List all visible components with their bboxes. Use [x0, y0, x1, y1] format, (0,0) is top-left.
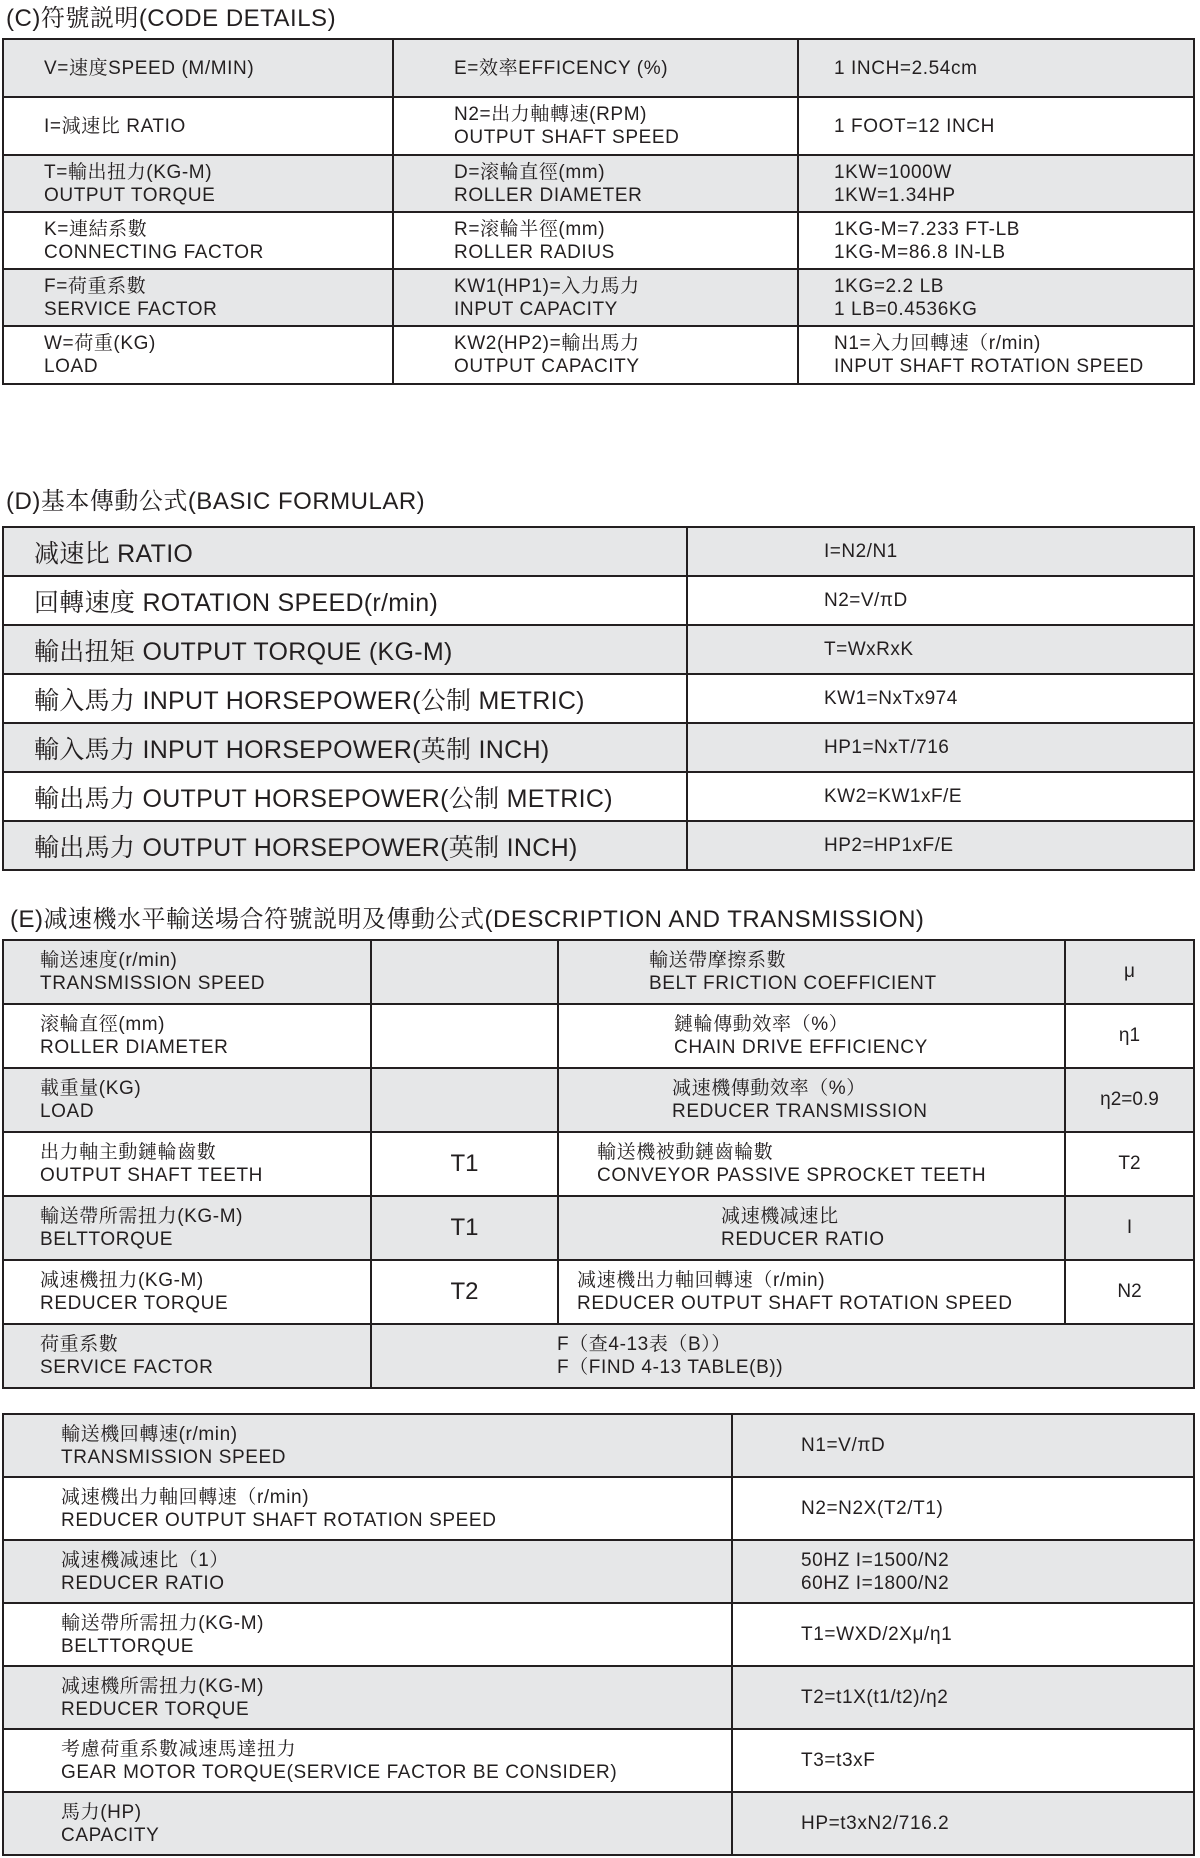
code-row — [3, 269, 1194, 326]
transmission-formula-line-2: 60HZ I=1800/N2 — [801, 1572, 950, 1594]
code-cell-2-line-2: OUTPUT CAPACITY — [454, 356, 640, 377]
description-term-line-2: REDUCER TRANSMISSION — [672, 1101, 928, 1122]
formula-row — [3, 772, 1194, 821]
transmission-formula-line-1: 50HZ I=1500/N2 — [801, 1549, 950, 1571]
description-symbol: N2 — [1065, 1260, 1194, 1324]
code-cell-2-line-2: INPUT CAPACITY — [454, 298, 618, 320]
code-cell-2-line-1: KW2(HP2)=輸出馬力 — [454, 333, 640, 354]
description-label-line-1: 輸送帶所需扭力(KG-M) — [40, 1206, 244, 1227]
description-symbol: μ — [1065, 940, 1194, 1004]
code-cell-1-line-2: OUTPUT TORQUE — [44, 184, 216, 206]
description-symbol: η2=0.9 — [1065, 1068, 1194, 1132]
formula-label: 輸入馬力 INPUT HORSEPOWER(公制 METRIC) — [3, 674, 687, 723]
basic-formular-table — [2, 526, 1195, 871]
code-cell-1 — [3, 212, 393, 269]
code-cell-1 — [3, 269, 393, 326]
description-term-line-1: 减速機减速比 — [721, 1206, 839, 1227]
transmission-label — [3, 1414, 732, 1477]
service-factor-label-line-2: SERVICE FACTOR — [40, 1357, 214, 1378]
transmission-formula-line-1: N1=V/πD — [801, 1435, 886, 1456]
formula-value: HP2=HP1xF/E — [687, 821, 1194, 870]
transmission-formula-line-1: T2=t1X(t1/t2)/η2 — [801, 1687, 949, 1708]
code-cell-3-line-2: INPUT SHAFT ROTATION SPEED — [834, 356, 1144, 377]
code-cell-3 — [798, 212, 1194, 269]
transmission-formula-line-1: HP=t3xN2/716.2 — [801, 1813, 950, 1834]
description-label-line-2: LOAD — [40, 1101, 95, 1122]
transmission-label-line-1: 輸送帶所需扭力(KG-M) — [61, 1612, 265, 1634]
tooth-symbol: T2 — [371, 1260, 558, 1324]
formula-label: 减速比 RATIO — [3, 527, 687, 576]
tooth-symbol: T1 — [371, 1132, 558, 1196]
code-cell-2 — [393, 39, 798, 97]
code-cell-2-line-2: ROLLER DIAMETER — [454, 184, 643, 206]
formula-value: N2=V/πD — [687, 576, 1194, 625]
description-label — [3, 1132, 371, 1196]
code-cell-1 — [3, 97, 393, 155]
code-cell-3 — [798, 155, 1194, 212]
code-cell-2-line-1: R=滚輪半徑(mm) — [454, 218, 606, 240]
transmission-row — [3, 1729, 1194, 1792]
transmission-label — [3, 1477, 732, 1540]
description-row — [3, 1068, 1194, 1132]
tooth-symbol — [371, 1068, 558, 1132]
description-row — [3, 1132, 1194, 1196]
code-cell-3-line-1: 1KW=1000W — [834, 161, 952, 183]
description-row — [3, 1196, 1194, 1260]
transmission-label-line-1: 馬力(HP) — [61, 1801, 142, 1823]
service-factor-value-line-1: F（查4-13表（B）） — [557, 1334, 732, 1355]
code-cell-3 — [798, 326, 1194, 384]
code-cell-2-line-2: OUTPUT SHAFT SPEED — [454, 127, 680, 148]
transmission-row — [3, 1666, 1194, 1729]
description-label — [3, 940, 371, 1004]
transmission-formula-line-1: T1=WXD/2Xμ/η1 — [801, 1624, 953, 1645]
transmission-formula — [732, 1729, 1194, 1792]
transmission-label-line-1: 减速機减速比（1） — [61, 1549, 229, 1571]
description-label — [3, 1260, 371, 1324]
description-label-line-2: OUTPUT SHAFT TEETH — [40, 1165, 263, 1186]
description-label — [3, 1004, 371, 1068]
transmission-row — [3, 1540, 1194, 1603]
formula-value: KW2=KW1xF/E — [687, 772, 1194, 821]
code-cell-1-line-2: LOAD — [44, 356, 99, 377]
code-cell-1 — [3, 39, 393, 97]
description-transmission-table — [2, 939, 1195, 1389]
code-cell-1-line-1: I=減速比 RATIO — [44, 115, 186, 137]
transmission-label-line-2: REDUCER TORQUE — [61, 1698, 250, 1720]
code-cell-2 — [393, 155, 798, 212]
transmission-formula — [732, 1414, 1194, 1477]
code-cell-3-line-2: 1KG-M=86.8 IN-LB — [834, 241, 1006, 263]
code-details-table — [2, 38, 1195, 385]
description-term — [558, 940, 1065, 1004]
service-factor-label-line-1: 荷重系數 — [40, 1334, 119, 1355]
code-cell-2 — [393, 269, 798, 326]
code-cell-3-line-1: N1=入力回轉速（r/min) — [834, 333, 1041, 354]
section-c-title: (C)符號説明(CODE DETAILS) — [6, 5, 337, 32]
formula-label: 輸出扭矩 OUTPUT TORQUE (KG-M) — [3, 625, 687, 674]
description-term-line-1: 鏈輪傳動效率（%） — [674, 1014, 849, 1035]
code-row — [3, 39, 1194, 97]
formula-label: 回轉速度 ROTATION SPEED(r/min) — [3, 576, 687, 625]
code-cell-3-line-1: 1KG-M=7.233 FT-LB — [834, 218, 1021, 240]
code-cell-3 — [798, 39, 1194, 97]
code-cell-2-line-2: ROLLER RADIUS — [454, 241, 615, 263]
description-label — [3, 1068, 371, 1132]
description-label-line-1: 减速機扭力(KG-M) — [40, 1270, 204, 1291]
code-row — [3, 155, 1194, 212]
transmission-label-line-1: 减速機所需扭力(KG-M) — [61, 1675, 265, 1697]
description-term-line-1: 輸送帶摩擦系數 — [649, 950, 787, 971]
transmission-label — [3, 1792, 732, 1855]
description-term-line-2: CONVEYOR PASSIVE SPROCKET TEETH — [597, 1165, 987, 1186]
formula-row — [3, 821, 1194, 870]
description-term — [558, 1068, 1065, 1132]
description-term-line-1: 减速機傳動效率（%） — [672, 1078, 866, 1099]
transmission-row — [3, 1792, 1194, 1855]
description-term — [558, 1132, 1065, 1196]
transmission-row — [3, 1603, 1194, 1666]
description-symbol: I — [1065, 1196, 1194, 1260]
description-label-line-1: 出力軸主動鏈輪齒數 — [40, 1142, 217, 1163]
code-cell-1-line-1: K=連結系數 — [44, 218, 148, 240]
tooth-symbol: T1 — [371, 1196, 558, 1260]
description-row — [3, 1260, 1194, 1324]
description-label-line-2: ROLLER DIAMETER — [40, 1037, 229, 1058]
description-term-line-2: BELT FRICTION COEFFICIENT — [649, 973, 937, 994]
transmission-label — [3, 1540, 732, 1603]
code-cell-2-line-1: KW1(HP1)=入力馬力 — [454, 275, 640, 297]
code-row — [3, 326, 1194, 384]
code-cell-2-line-1: E=效率EFFICENCY (%) — [454, 57, 669, 79]
formula-value: KW1=NxTx974 — [687, 674, 1194, 723]
description-label-line-2: REDUCER TORQUE — [40, 1293, 229, 1314]
section-d-title: (D)基本傳動公式(BASIC FORMULAR) — [6, 488, 426, 515]
code-cell-1-line-1: W=荷重(KG) — [44, 333, 156, 354]
code-cell-3 — [798, 269, 1194, 326]
tooth-symbol — [371, 1004, 558, 1068]
code-cell-3-line-1: 1 INCH=2.54cm — [834, 57, 978, 79]
description-term — [558, 1196, 1065, 1260]
transmission-label-line-2: REDUCER RATIO — [61, 1572, 225, 1594]
transmission-label-line-2: REDUCER OUTPUT SHAFT ROTATION SPEED — [61, 1509, 497, 1531]
code-row — [3, 212, 1194, 269]
transmission-formula — [732, 1603, 1194, 1666]
code-cell-1 — [3, 155, 393, 212]
code-cell-1 — [3, 326, 393, 384]
transmission-label — [3, 1729, 732, 1792]
description-row — [3, 940, 1194, 1004]
description-label-line-1: 載重量(KG) — [40, 1078, 142, 1099]
section-e-title: (E)减速機水平輸送場合符號説明及傳動公式(DESCRIPTION AND TRANSMISSION) — [10, 906, 925, 933]
description-term — [558, 1260, 1065, 1324]
code-cell-3-line-1: 1 FOOT=12 INCH — [834, 115, 995, 137]
description-term-line-2: REDUCER RATIO — [721, 1229, 885, 1250]
description-row — [3, 1004, 1194, 1068]
code-cell-3-line-1: 1KG=2.2 LB — [834, 275, 945, 297]
transmission-label-line-2: CAPACITY — [61, 1824, 160, 1846]
code-row — [3, 97, 1194, 155]
transmission-label-line-2: BELTTORQUE — [61, 1635, 195, 1657]
tooth-symbol — [371, 940, 558, 1004]
transmission-label-line-2: GEAR MOTOR TORQUE(SERVICE FACTOR BE CONSIDER) — [61, 1761, 618, 1783]
formula-row — [3, 625, 1194, 674]
code-cell-3-line-2: 1 LB=0.4536KG — [834, 298, 978, 320]
formula-row — [3, 674, 1194, 723]
transmission-formula-line-1: T3=t3xF — [801, 1750, 876, 1771]
code-cell-2-line-1: N2=出力軸轉速(RPM) — [454, 104, 648, 125]
description-term-line-2: REDUCER OUTPUT SHAFT ROTATION SPEED — [577, 1293, 1013, 1314]
service-factor-value-line-2: F（FIND 4-13 TABLE(B)) — [557, 1357, 784, 1378]
code-cell-1-line-1: T=輸出扭力(KG-M) — [44, 161, 213, 183]
service-factor-row — [3, 1324, 1194, 1388]
description-symbol: η1 — [1065, 1004, 1194, 1068]
transmission-formula — [732, 1540, 1194, 1603]
transmission-label-line-1: 考慮荷重系數减速馬達扭力 — [61, 1738, 297, 1760]
description-label — [3, 1196, 371, 1260]
transmission-label-line-1: 减速機出力軸回轉速（r/min) — [61, 1486, 310, 1508]
code-cell-2 — [393, 326, 798, 384]
description-label-line-1: 滚輪直徑(mm) — [40, 1014, 166, 1035]
service-factor-value — [371, 1324, 1194, 1388]
description-term — [558, 1004, 1065, 1068]
transmission-formula — [732, 1666, 1194, 1729]
description-label-line-2: BELTTORQUE — [40, 1229, 174, 1250]
code-cell-1-line-2: CONNECTING FACTOR — [44, 241, 264, 263]
transmission-label-line-2: TRANSMISSION SPEED — [61, 1446, 287, 1468]
description-label-line-1: 輸送速度(r/min) — [40, 950, 178, 971]
description-symbol: T2 — [1065, 1132, 1194, 1196]
code-cell-2 — [393, 212, 798, 269]
service-factor-label — [3, 1324, 371, 1388]
description-term-line-1: 輸送機被動鏈齒輪數 — [597, 1142, 774, 1163]
formula-row — [3, 527, 1194, 576]
transmission-formula — [732, 1792, 1194, 1855]
code-cell-1-line-2: SERVICE FACTOR — [44, 298, 218, 320]
code-cell-3-line-2: 1KW=1.34HP — [834, 184, 956, 206]
code-cell-1-line-1: F=荷重系數 — [44, 275, 147, 297]
formula-label: 輸入馬力 INPUT HORSEPOWER(英制 INCH) — [3, 723, 687, 772]
description-term-line-2: CHAIN DRIVE EFFICIENCY — [674, 1037, 928, 1058]
transmission-label — [3, 1666, 732, 1729]
code-cell-3 — [798, 97, 1194, 155]
transmission-label — [3, 1603, 732, 1666]
description-label-line-2: TRANSMISSION SPEED — [40, 973, 266, 994]
code-cell-2 — [393, 97, 798, 155]
transmission-row — [3, 1477, 1194, 1540]
formula-value: T=WxRxK — [687, 625, 1194, 674]
transmission-label-line-1: 輸送機回轉速(r/min) — [61, 1423, 238, 1445]
transmission-formula — [732, 1477, 1194, 1540]
formula-value: I=N2/N1 — [687, 527, 1194, 576]
formula-value: HP1=NxT/716 — [687, 723, 1194, 772]
description-term-line-1: 减速機出力軸回轉速（r/min) — [577, 1270, 826, 1291]
transmission-formula-line-1: N2=N2X(T2/T1) — [801, 1498, 944, 1519]
transmission-row — [3, 1414, 1194, 1477]
formula-row — [3, 723, 1194, 772]
formula-row — [3, 576, 1194, 625]
formula-label: 輸出馬力 OUTPUT HORSEPOWER(英制 INCH) — [3, 821, 687, 870]
code-cell-1-line-1: V=速度SPEED (M/MIN) — [44, 57, 255, 79]
transmission-formula-table — [2, 1413, 1195, 1856]
formula-label: 輸出馬力 OUTPUT HORSEPOWER(公制 METRIC) — [3, 772, 687, 821]
code-cell-2-line-1: D=滚輪直徑(mm) — [454, 161, 606, 183]
